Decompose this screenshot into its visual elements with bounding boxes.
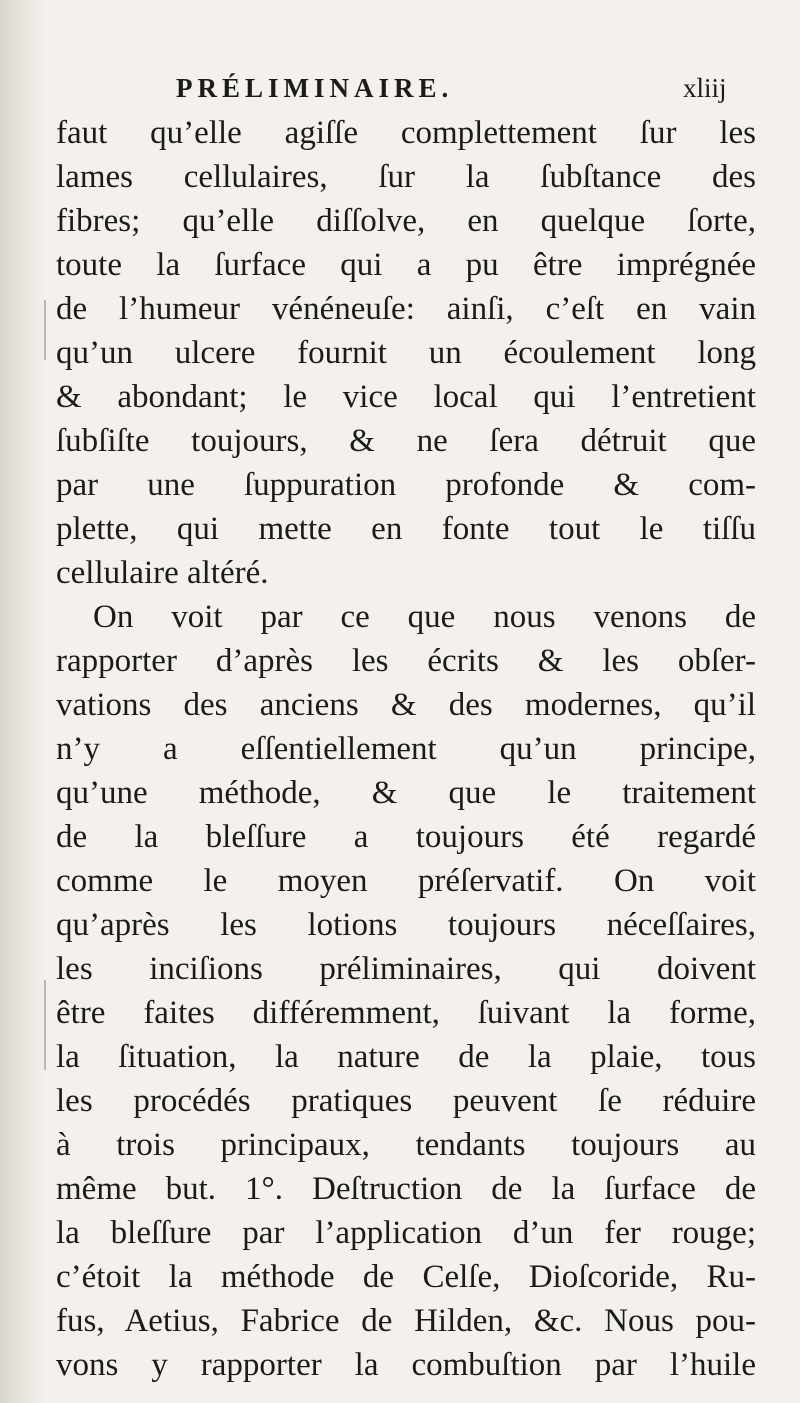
text-line: comme le moyen préſervatif. On voit [56, 863, 756, 899]
text-line: rapporter d’après les écrits & les obſer- [56, 643, 756, 679]
page-gutter [0, 0, 48, 1403]
text-line: de la bleſſure a toujours été regardé [56, 819, 756, 855]
body-text [56, 111, 756, 1387]
text-line: être faites différemment, ſuivant la forme, [56, 995, 756, 1031]
text-line: de l’humeur vénéneuſe: ainſi, c’eſt en vain [56, 291, 756, 327]
text-line: à trois principaux, tendants toujours au [56, 1127, 756, 1163]
text-line: toute la ſurface qui a pu être imprégnée [56, 247, 756, 283]
text-line: par une ſuppuration profonde & com- [56, 467, 756, 503]
text-line: On voit par ce que nous venons de [93, 599, 756, 635]
text-line: cellulaire altéré. [56, 555, 269, 591]
gutter-mark [44, 980, 46, 1070]
text-line: même but. 1°. Deſtruction de la ſurface de [56, 1171, 756, 1207]
text-line: vons y rapporter la combuſtion par l’huile [56, 1347, 756, 1383]
text-line: c’étoit la méthode de Celſe, Dioſcoride, Ru- [56, 1259, 756, 1295]
text-line: & abondant; le vice local qui l’entretient [56, 379, 756, 415]
gutter-mark [44, 300, 46, 360]
running-head [0, 68, 800, 108]
page-number: xliij [683, 73, 727, 103]
text-line: n’y a eſſentiellement qu’un principe, [56, 731, 756, 767]
text-line: la ſituation, la nature de la plaie, tous [56, 1039, 756, 1075]
text-line: les procédés pratiques peuvent ſe réduire [56, 1083, 756, 1119]
text-line: qu’une méthode, & que le traitement [56, 775, 756, 811]
running-title: PRÉLIMINAIRE. [176, 73, 454, 103]
text-line: qu’après les lotions toujours néceſſaires, [56, 907, 756, 943]
text-line: vations des anciens & des modernes, qu’il [56, 687, 756, 723]
text-line: plette, qui mette en fonte tout le tiſſu [56, 511, 756, 547]
text-line: ſubſiſte toujours, & ne ſera détruit que [56, 423, 756, 459]
text-line: lames cellulaires, ſur la ſubſtance des [56, 159, 756, 195]
text-line: la bleſſure par l’application d’un fer rouge; [56, 1215, 756, 1251]
text-line: fibres; qu’elle diſſolve, en quelque ſorte, [56, 203, 756, 239]
text-line: fus, Aetius, Fabrice de Hilden, &c. Nous pou- [56, 1303, 756, 1339]
text-line: faut qu’elle agiſſe complettement ſur les [56, 115, 756, 151]
text-line: qu’un ulcere fournit un écoulement long [56, 335, 756, 371]
text-line: les inciſions préliminaires, qui doivent [56, 951, 756, 987]
